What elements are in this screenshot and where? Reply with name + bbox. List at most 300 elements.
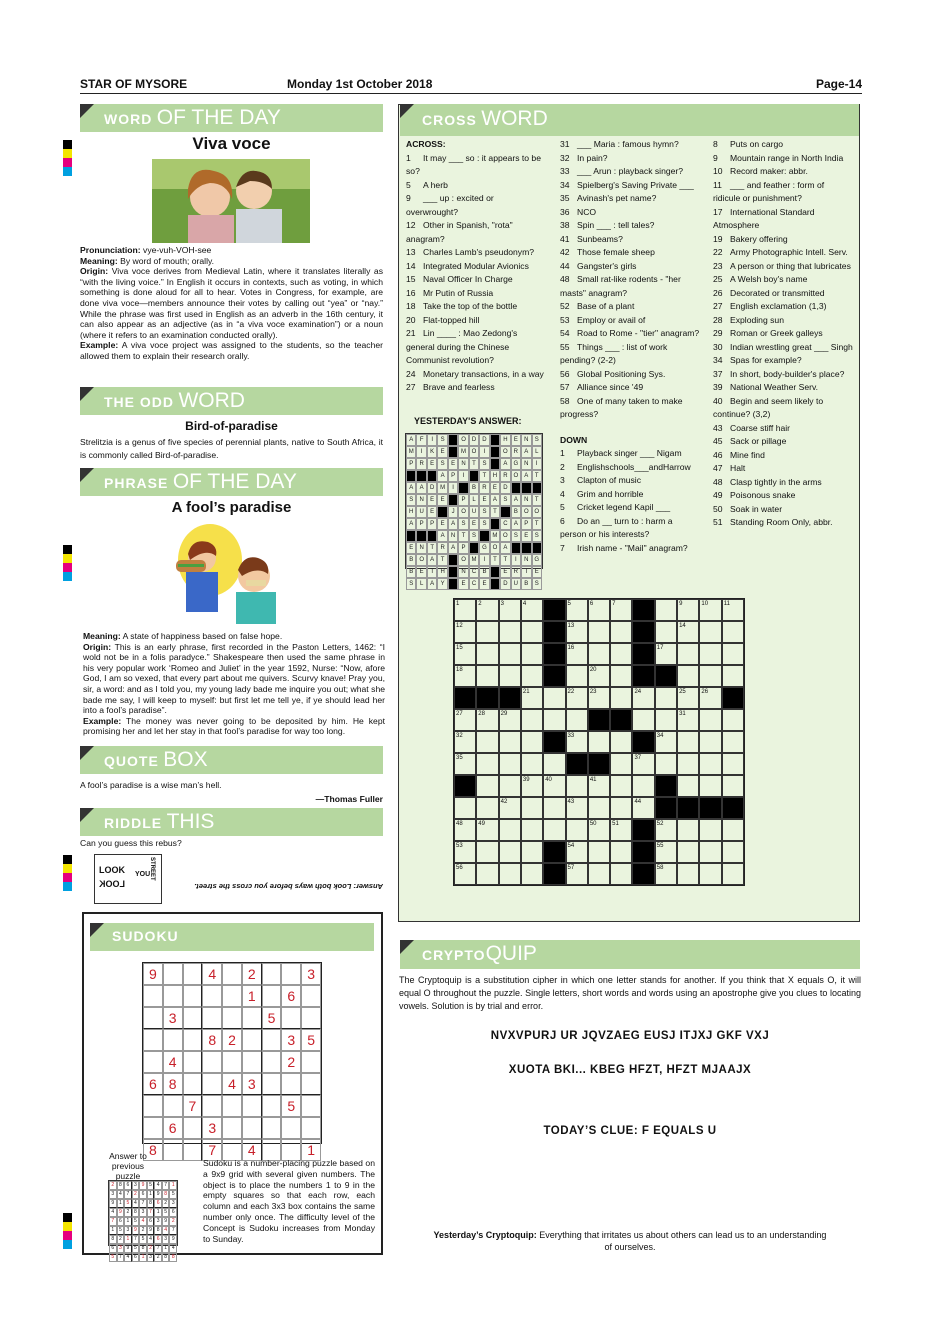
crossword-cell[interactable] bbox=[655, 599, 677, 621]
cryptoquip-line-2: XUOTA BKI... KBEG HFZT, HFZT MJAAJX bbox=[508, 1064, 752, 1076]
crossword-cell[interactable] bbox=[543, 687, 565, 709]
sudoku-cell[interactable] bbox=[222, 1007, 242, 1029]
clue-item: 32 In pain? bbox=[560, 152, 608, 163]
crossword-cell[interactable] bbox=[632, 775, 654, 797]
crossword-cell[interactable]: 53 bbox=[454, 841, 476, 863]
clue-item: 10 Record maker: abbr. bbox=[713, 166, 808, 176]
odd-word-body: Strelitzia is a genus of five species of perennial plants, native to South Africa, it is commonly called Bird-of-paradise. bbox=[80, 437, 383, 460]
answer-cell: E bbox=[511, 434, 521, 446]
crossword-cell[interactable] bbox=[610, 687, 632, 709]
cryptoquip-yesterday: Yesterday’s Cryptoquip: Everything that irritates us about others can lead us to an understanding of ourselves. bbox=[433, 1230, 827, 1252]
mini-sudoku-cell: 4 bbox=[154, 1181, 162, 1190]
sudoku-cell[interactable]: 4 bbox=[202, 963, 222, 985]
crossword-cell[interactable] bbox=[677, 819, 699, 841]
mini-sudoku-cell: 6 bbox=[117, 1217, 125, 1226]
sudoku-cell[interactable]: 6 bbox=[281, 985, 301, 1007]
sudoku-cell[interactable]: 3 bbox=[301, 963, 321, 985]
sudoku-cell[interactable] bbox=[262, 1117, 282, 1139]
sudoku-cell[interactable] bbox=[301, 1051, 321, 1073]
crossword-cell[interactable]: 3 bbox=[499, 599, 521, 621]
sudoku-description: Sudoku is a number-placing puzzle based on a 9x9 grid with several given numbers. The object is to place the numbers 1 to 9 in the empty squares so that each row, each column and each 3x3 box contains the same number only once. The difficulty level of the Concept is Sudoku increases from Monday to Sunday. bbox=[203, 1158, 375, 1244]
sudoku-cell[interactable] bbox=[301, 1073, 321, 1095]
crossword-cell[interactable]: 49 bbox=[476, 819, 498, 841]
crossword-cell[interactable] bbox=[454, 797, 476, 819]
crossword-cell[interactable] bbox=[722, 621, 744, 643]
crossword-cell[interactable] bbox=[499, 841, 521, 863]
crossword-cell[interactable] bbox=[521, 753, 543, 775]
crossword-cell[interactable] bbox=[476, 621, 498, 643]
sudoku-cell[interactable] bbox=[143, 1007, 163, 1029]
crossword-cell[interactable] bbox=[499, 753, 521, 775]
crossword-cell[interactable] bbox=[699, 665, 721, 687]
sudoku-cell[interactable] bbox=[262, 1029, 282, 1051]
sudoku-cell[interactable] bbox=[222, 985, 242, 1007]
sudoku-cell[interactable] bbox=[183, 1139, 203, 1161]
mini-sudoku-cell: 8 bbox=[147, 1199, 155, 1208]
sudoku-cell[interactable] bbox=[281, 1073, 301, 1095]
crossword-cell[interactable] bbox=[677, 753, 699, 775]
crossword-cell[interactable] bbox=[499, 665, 521, 687]
crossword-cell[interactable] bbox=[632, 709, 654, 731]
crossword-cell[interactable]: 16 bbox=[566, 643, 588, 665]
crossword-cell[interactable] bbox=[699, 863, 721, 885]
crossword-cell[interactable] bbox=[677, 841, 699, 863]
crossword-cell[interactable] bbox=[655, 753, 677, 775]
crossword-cell[interactable]: 1 bbox=[454, 599, 476, 621]
clue-item: 1 Playback singer ___ Nigam bbox=[560, 448, 682, 458]
sudoku-cell[interactable]: 1 bbox=[301, 1139, 321, 1161]
crossword-cell[interactable] bbox=[610, 643, 632, 665]
mini-sudoku-cell: 6 bbox=[132, 1253, 140, 1262]
crossword-cell[interactable] bbox=[677, 731, 699, 753]
sudoku-cell[interactable] bbox=[202, 1007, 222, 1029]
answer-cell: I bbox=[458, 470, 468, 482]
clue-item: 34 Spas for example? bbox=[713, 355, 802, 365]
sudoku-cell[interactable] bbox=[163, 1095, 183, 1117]
sudoku-cell[interactable]: 7 bbox=[202, 1139, 222, 1161]
sudoku-cell[interactable] bbox=[281, 1007, 301, 1029]
cryptoquip-line-1: NVXVPURJ UR JQVZAEG EUSJ ITJXJ GKF VXJ bbox=[490, 1030, 770, 1042]
mini-sudoku-cell: 4 bbox=[109, 1208, 117, 1217]
crossword-cell[interactable]: 37 bbox=[632, 753, 654, 775]
crossword-cell[interactable]: 54 bbox=[566, 841, 588, 863]
crossword-cell[interactable] bbox=[588, 841, 610, 863]
crossword-cell[interactable]: 11 bbox=[722, 599, 744, 621]
sudoku-cell[interactable] bbox=[301, 1095, 321, 1117]
crossword-cell[interactable] bbox=[566, 775, 588, 797]
crossword-block bbox=[543, 863, 565, 885]
crossword-cell[interactable]: 50 bbox=[588, 819, 610, 841]
crossword-cell[interactable]: 4 bbox=[521, 599, 543, 621]
sudoku-cell[interactable] bbox=[222, 1051, 242, 1073]
sudoku-cell[interactable]: 6 bbox=[163, 1117, 183, 1139]
sudoku-cell[interactable] bbox=[163, 963, 183, 985]
clue-item: 15 Naval Officer In Charge bbox=[406, 274, 513, 284]
crossword-cell[interactable] bbox=[722, 841, 744, 863]
crossword-cell[interactable] bbox=[521, 863, 543, 885]
answer-cell: B bbox=[406, 554, 416, 566]
clue-item: 29 Roman or Greek galleys bbox=[713, 328, 823, 338]
crossword-cell[interactable]: 25 bbox=[677, 687, 699, 709]
crossword-cell[interactable]: 39 bbox=[521, 775, 543, 797]
crossword-cell[interactable] bbox=[521, 665, 543, 687]
crossword-cell[interactable] bbox=[476, 665, 498, 687]
clue-item: 5 A herb bbox=[406, 179, 448, 190]
sudoku-cell[interactable] bbox=[301, 985, 321, 1007]
crossword-cell[interactable] bbox=[499, 819, 521, 841]
crossword-cell[interactable]: 32 bbox=[454, 731, 476, 753]
crossword-cell[interactable] bbox=[699, 643, 721, 665]
crossword-cell[interactable] bbox=[476, 643, 498, 665]
sudoku-cell[interactable] bbox=[143, 1051, 163, 1073]
crossword-cell[interactable]: 27 bbox=[454, 709, 476, 731]
clue-item: 37 In short, body-builder's place? bbox=[713, 368, 845, 379]
sudoku-cell[interactable]: 3 bbox=[163, 1007, 183, 1029]
clue-item: 27 Brave and fearless bbox=[406, 382, 495, 392]
crossword-cell[interactable]: 2 bbox=[476, 599, 498, 621]
answer-cell bbox=[521, 542, 531, 554]
crossword-cell[interactable] bbox=[566, 819, 588, 841]
crossword-cell[interactable] bbox=[677, 665, 699, 687]
crossword-cell[interactable] bbox=[699, 753, 721, 775]
crossword-cell[interactable] bbox=[566, 709, 588, 731]
answer-cell bbox=[448, 578, 458, 590]
sudoku-cell[interactable]: 8 bbox=[202, 1029, 222, 1051]
crossword-block bbox=[454, 687, 476, 709]
crossword-cell[interactable] bbox=[610, 753, 632, 775]
sudoku-cell[interactable] bbox=[262, 1095, 282, 1117]
crossword-cell[interactable] bbox=[521, 731, 543, 753]
mini-sudoku-cell: 7 bbox=[169, 1226, 177, 1235]
crossword-cell[interactable] bbox=[677, 775, 699, 797]
clue-item: 28 Exploding sun bbox=[713, 314, 784, 325]
sudoku-cell[interactable]: 1 bbox=[242, 985, 262, 1007]
crossword-cell[interactable] bbox=[521, 709, 543, 731]
crossword-cell[interactable]: 41 bbox=[588, 775, 610, 797]
crossword-cell[interactable] bbox=[610, 841, 632, 863]
mini-sudoku-cell: 5 bbox=[162, 1208, 170, 1217]
crossword-cell[interactable] bbox=[588, 863, 610, 885]
sudoku-cell[interactable] bbox=[183, 1073, 203, 1095]
sudoku-cell[interactable]: 2 bbox=[281, 1051, 301, 1073]
answer-cell: A bbox=[521, 446, 531, 458]
sudoku-cell[interactable] bbox=[183, 1007, 203, 1029]
crossword-cell[interactable] bbox=[476, 797, 498, 819]
crossword-cell[interactable] bbox=[699, 819, 721, 841]
sudoku-cell[interactable] bbox=[262, 1051, 282, 1073]
answer-cell: I bbox=[479, 446, 489, 458]
crossword-cell[interactable] bbox=[543, 797, 565, 819]
crossword-cell[interactable] bbox=[588, 621, 610, 643]
crossword-cell[interactable]: 57 bbox=[566, 863, 588, 885]
crossword-cell[interactable] bbox=[610, 621, 632, 643]
mini-sudoku-cell: 8 bbox=[162, 1190, 170, 1199]
mini-sudoku-cell: 2 bbox=[124, 1208, 132, 1217]
crossword-cell[interactable]: 24 bbox=[632, 687, 654, 709]
crossword-block bbox=[543, 599, 565, 621]
crossword-cell[interactable] bbox=[699, 731, 721, 753]
crossword-cell[interactable] bbox=[722, 753, 744, 775]
crossword-cell[interactable]: 26 bbox=[699, 687, 721, 709]
sudoku-cell[interactable] bbox=[242, 1007, 262, 1029]
crossword-cell[interactable]: 10 bbox=[699, 599, 721, 621]
sudoku-cell[interactable]: 3 bbox=[242, 1073, 262, 1095]
sudoku-cell[interactable]: 8 bbox=[163, 1073, 183, 1095]
sudoku-prev-label: Answer to previous puzzle bbox=[109, 1151, 147, 1181]
crossword-cell[interactable] bbox=[699, 775, 721, 797]
crossword-cell[interactable]: 12 bbox=[454, 621, 476, 643]
crossword-cell[interactable]: 42 bbox=[499, 797, 521, 819]
crossword-cell[interactable] bbox=[476, 863, 498, 885]
crossword-cell[interactable]: 21 bbox=[521, 687, 543, 709]
sudoku-cell[interactable] bbox=[143, 985, 163, 1007]
crossword-cell[interactable]: 28 bbox=[476, 709, 498, 731]
answer-cell: A bbox=[427, 554, 437, 566]
sudoku-cell[interactable] bbox=[301, 1117, 321, 1139]
crossword-cell[interactable] bbox=[499, 775, 521, 797]
answer-cell: T bbox=[427, 542, 437, 554]
answer-cell: N bbox=[521, 458, 531, 470]
crossword-cell[interactable] bbox=[566, 665, 588, 687]
sudoku-cell[interactable] bbox=[222, 963, 242, 985]
mini-sudoku-cell: 2 bbox=[117, 1235, 125, 1244]
crossword-block bbox=[677, 797, 699, 819]
answer-cell: A bbox=[437, 470, 447, 482]
crossword-cell[interactable] bbox=[521, 819, 543, 841]
clue-item: 3 Clapton of music bbox=[560, 475, 642, 485]
crossword-cell[interactable] bbox=[476, 775, 498, 797]
sudoku-cell[interactable]: 6 bbox=[143, 1073, 163, 1095]
crossword-cell[interactable] bbox=[677, 863, 699, 885]
sudoku-cell[interactable] bbox=[242, 1029, 262, 1051]
sudoku-cell[interactable] bbox=[183, 1029, 203, 1051]
crossword-cell[interactable] bbox=[521, 797, 543, 819]
clue-item: 53 Employ or avail of bbox=[560, 314, 646, 325]
crossword-cell[interactable]: 5 bbox=[566, 599, 588, 621]
crossword-cell[interactable] bbox=[722, 819, 744, 841]
crossword-cell[interactable] bbox=[476, 731, 498, 753]
sudoku-grid[interactable] bbox=[142, 962, 322, 1158]
crossword-cell[interactable] bbox=[499, 863, 521, 885]
crossword-cell[interactable] bbox=[655, 621, 677, 643]
crossword-cell[interactable] bbox=[722, 863, 744, 885]
answer-cell: O bbox=[500, 530, 510, 542]
sudoku-cell[interactable] bbox=[262, 963, 282, 985]
sudoku-cell[interactable] bbox=[183, 963, 203, 985]
answer-cell: I bbox=[416, 446, 426, 458]
crossword-cell[interactable] bbox=[722, 775, 744, 797]
mini-sudoku-cell: 9 bbox=[154, 1190, 162, 1199]
mini-sudoku-cell: 1 bbox=[154, 1208, 162, 1217]
answer-cell: O bbox=[532, 506, 542, 518]
crossword-cell[interactable] bbox=[655, 709, 677, 731]
crossword-cell[interactable] bbox=[610, 797, 632, 819]
clue-item: 7 Irish name - "Mail" anagram? bbox=[560, 542, 688, 553]
crossword-cell[interactable] bbox=[543, 753, 565, 775]
sudoku-cell[interactable] bbox=[202, 985, 222, 1007]
crossword-cell[interactable]: 43 bbox=[566, 797, 588, 819]
crossword-cell[interactable] bbox=[588, 731, 610, 753]
mini-sudoku-cell: 2 bbox=[147, 1244, 155, 1253]
sudoku-cell[interactable] bbox=[281, 1117, 301, 1139]
crossword-grid[interactable] bbox=[453, 598, 745, 886]
sudoku-cell[interactable] bbox=[163, 985, 183, 1007]
crossword-cell[interactable] bbox=[499, 621, 521, 643]
sudoku-cell[interactable] bbox=[262, 985, 282, 1007]
answer-cell: I bbox=[479, 554, 489, 566]
answer-cell: S bbox=[406, 494, 416, 506]
answer-cell: M bbox=[490, 530, 500, 542]
crossword-cell[interactable] bbox=[521, 621, 543, 643]
clue-item: 11 ___ and feather : form of ridicule or punishment? bbox=[713, 179, 825, 203]
answer-cell: A bbox=[511, 494, 521, 506]
crossword-cell[interactable] bbox=[722, 665, 744, 687]
sudoku-cell[interactable]: 9 bbox=[143, 963, 163, 985]
answer-cell: N bbox=[416, 494, 426, 506]
crossword-cell[interactable]: 17 bbox=[655, 643, 677, 665]
crossword-cell[interactable] bbox=[655, 687, 677, 709]
sudoku-cell[interactable] bbox=[143, 1095, 163, 1117]
answer-cell: E bbox=[521, 530, 531, 542]
mini-sudoku-cell: 2 bbox=[154, 1253, 162, 1262]
crossword-cell[interactable] bbox=[610, 665, 632, 687]
sudoku-cell[interactable]: 4 bbox=[222, 1073, 242, 1095]
crossword-cell[interactable] bbox=[588, 643, 610, 665]
crossword-cell[interactable]: 23 bbox=[588, 687, 610, 709]
crossword-cell[interactable] bbox=[499, 643, 521, 665]
crossword-cell[interactable]: 29 bbox=[499, 709, 521, 731]
crossword-cell[interactable] bbox=[722, 643, 744, 665]
crossword-cell[interactable] bbox=[543, 709, 565, 731]
sudoku-cell[interactable] bbox=[202, 1051, 222, 1073]
crossword-cell[interactable]: 18 bbox=[454, 665, 476, 687]
clue-item: 46 Mine find bbox=[713, 449, 765, 460]
crossword-cell[interactable]: 14 bbox=[677, 621, 699, 643]
answer-cell: S bbox=[500, 494, 510, 506]
sudoku-cell[interactable] bbox=[242, 1117, 262, 1139]
answer-cell: O bbox=[416, 554, 426, 566]
sudoku-cell[interactable]: 8 bbox=[143, 1139, 163, 1161]
crossword-cell[interactable]: 13 bbox=[566, 621, 588, 643]
sudoku-cell[interactable] bbox=[281, 963, 301, 985]
answer-cell: N bbox=[521, 434, 531, 446]
crossword-cell[interactable]: 56 bbox=[454, 863, 476, 885]
crossword-cell[interactable]: 15 bbox=[454, 643, 476, 665]
sudoku-cell[interactable]: 4 bbox=[163, 1051, 183, 1073]
sudoku-cell[interactable]: 5 bbox=[301, 1029, 321, 1051]
crossword-cell[interactable] bbox=[521, 841, 543, 863]
crossword-cell[interactable] bbox=[521, 643, 543, 665]
crossword-cell[interactable]: 52 bbox=[655, 819, 677, 841]
answer-cell bbox=[427, 530, 437, 542]
sudoku-cell[interactable] bbox=[262, 1073, 282, 1095]
sudoku-cell[interactable] bbox=[143, 1029, 163, 1051]
answer-cell: S bbox=[458, 518, 468, 530]
answer-cell bbox=[490, 566, 500, 578]
crossword-cell[interactable]: 6 bbox=[588, 599, 610, 621]
sudoku-cell[interactable] bbox=[202, 1095, 222, 1117]
sudoku-cell[interactable] bbox=[222, 1095, 242, 1117]
mini-sudoku-cell: 8 bbox=[132, 1208, 140, 1217]
crossword-block bbox=[543, 731, 565, 753]
answer-cell: E bbox=[500, 566, 510, 578]
sudoku-cell[interactable]: 5 bbox=[281, 1095, 301, 1117]
crossword-cell[interactable] bbox=[610, 863, 632, 885]
sudoku-cell[interactable]: 3 bbox=[202, 1117, 222, 1139]
mini-sudoku-cell: 8 bbox=[109, 1235, 117, 1244]
crossword-cell[interactable]: 31 bbox=[677, 709, 699, 731]
sudoku-cell[interactable] bbox=[222, 1117, 242, 1139]
sudoku-cell[interactable] bbox=[183, 985, 203, 1007]
answer-cell: A bbox=[437, 530, 447, 542]
answer-cell bbox=[490, 578, 500, 590]
crossword-cell[interactable] bbox=[543, 819, 565, 841]
answer-cell: I bbox=[511, 554, 521, 566]
sudoku-cell[interactable]: 3 bbox=[281, 1029, 301, 1051]
crossword-cell[interactable] bbox=[476, 753, 498, 775]
crossword-cell[interactable]: 58 bbox=[655, 863, 677, 885]
crossword-cell[interactable]: 20 bbox=[588, 665, 610, 687]
sudoku-cell[interactable] bbox=[301, 1007, 321, 1029]
sudoku-cell[interactable] bbox=[242, 1095, 262, 1117]
crossword-cell[interactable]: 33 bbox=[566, 731, 588, 753]
crossword-cell[interactable]: 48 bbox=[454, 819, 476, 841]
sudoku-cell[interactable]: 7 bbox=[183, 1095, 203, 1117]
crossword-cell[interactable]: 40 bbox=[543, 775, 565, 797]
sudoku-cell[interactable] bbox=[163, 1029, 183, 1051]
crossword-cell[interactable] bbox=[499, 731, 521, 753]
sudoku-cell[interactable] bbox=[143, 1117, 163, 1139]
mini-sudoku-cell: 5 bbox=[147, 1181, 155, 1190]
answer-cell: B bbox=[479, 566, 489, 578]
sudoku-cell[interactable] bbox=[163, 1139, 183, 1161]
sudoku-cell[interactable]: 2 bbox=[242, 963, 262, 985]
crossword-cell[interactable] bbox=[476, 841, 498, 863]
down-clues-col3 bbox=[713, 138, 853, 530]
sudoku-cell[interactable] bbox=[183, 1117, 203, 1139]
answer-cell bbox=[448, 566, 458, 578]
crossword-cell[interactable] bbox=[610, 731, 632, 753]
crossword-cell[interactable] bbox=[722, 709, 744, 731]
crossword-cell[interactable]: 51 bbox=[610, 819, 632, 841]
crossword-cell[interactable]: 55 bbox=[655, 841, 677, 863]
sudoku-cell[interactable] bbox=[183, 1051, 203, 1073]
crossword-cell[interactable] bbox=[699, 709, 721, 731]
crossword-cell[interactable]: 44 bbox=[632, 797, 654, 819]
crossword-cell[interactable]: 9 bbox=[677, 599, 699, 621]
sudoku-cell[interactable] bbox=[242, 1051, 262, 1073]
crossword-cell[interactable]: 35 bbox=[454, 753, 476, 775]
crossword-cell[interactable] bbox=[699, 621, 721, 643]
crossword-cell[interactable] bbox=[588, 797, 610, 819]
crossword-cell[interactable] bbox=[610, 775, 632, 797]
crossword-cell[interactable] bbox=[699, 841, 721, 863]
crossword-block bbox=[632, 863, 654, 885]
crossword-cell[interactable]: 22 bbox=[566, 687, 588, 709]
sudoku-cell[interactable]: 2 bbox=[222, 1029, 242, 1051]
riddle-title: RIDDLE THIS bbox=[80, 808, 383, 836]
crossword-cell[interactable] bbox=[677, 643, 699, 665]
answer-cell: C bbox=[469, 578, 479, 590]
sudoku-cell[interactable] bbox=[202, 1073, 222, 1095]
crossword-cell[interactable]: 34 bbox=[655, 731, 677, 753]
sudoku-cell[interactable]: 4 bbox=[242, 1139, 262, 1161]
sudoku-cell[interactable]: 5 bbox=[262, 1007, 282, 1029]
crossword-cell[interactable] bbox=[722, 731, 744, 753]
answer-cell bbox=[532, 482, 542, 494]
crossword-cell[interactable]: 7 bbox=[610, 599, 632, 621]
answer-cell: S bbox=[406, 578, 416, 590]
